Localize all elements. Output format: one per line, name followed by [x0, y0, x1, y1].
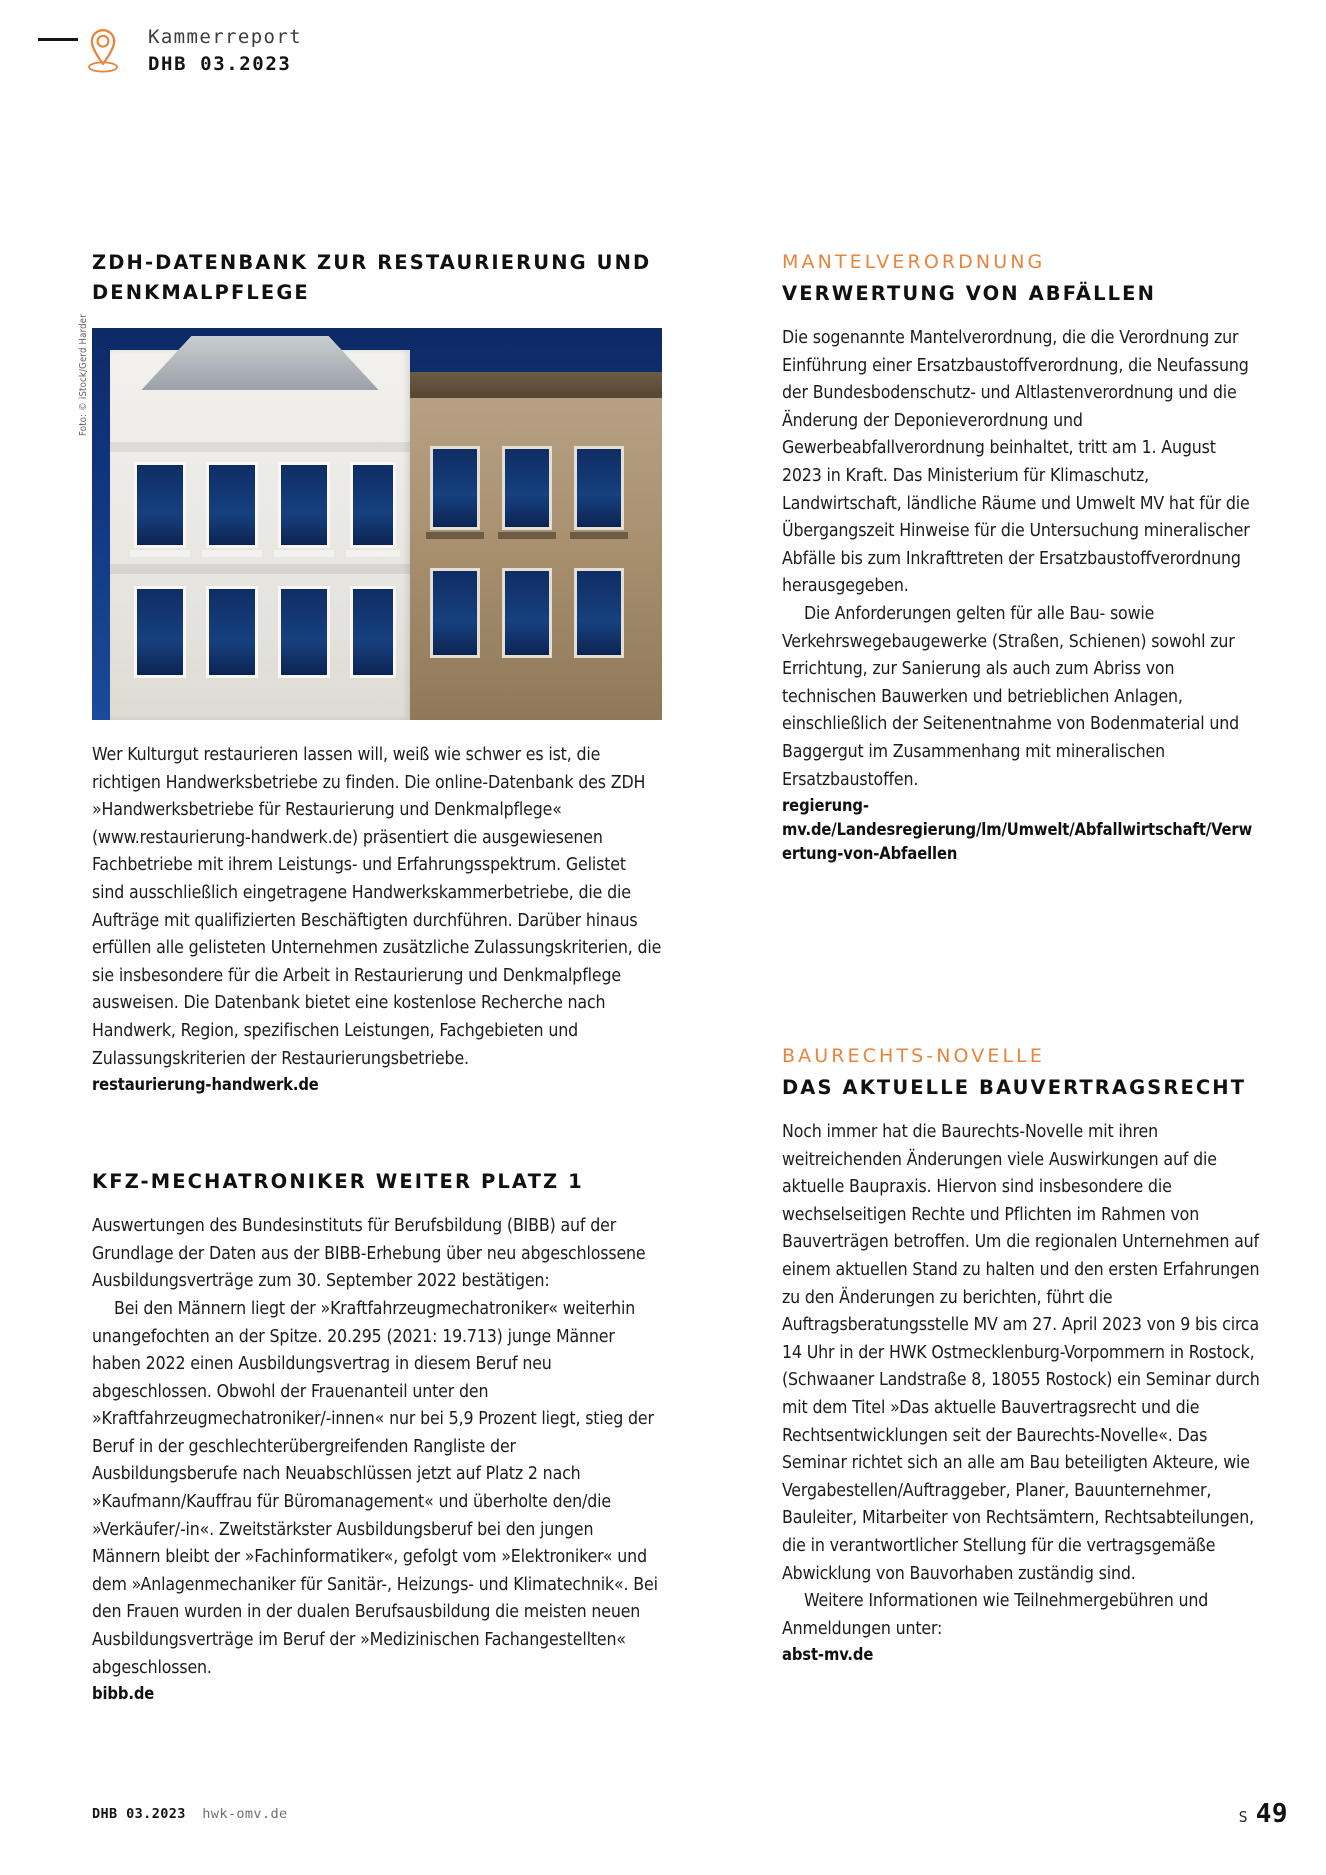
article-zdh-datenbank [78, 248, 662, 1097]
article-title: KFZ-MECHATRONIKER WEITER PLATZ 1 [92, 1170, 584, 1194]
page-number: 49 [1255, 1799, 1288, 1829]
article-bauvertragsrecht [782, 1042, 1260, 1667]
footer-right-group [1239, 1799, 1288, 1829]
article-title: VERWERTUNG VON ABFÄLLEN [782, 282, 1157, 305]
article-paragraph: Bei den Männern liegt der »Kraftfahrzeugmechatroniker« weiterhin unangefochten an der Spitze. 20.295 (2021: 19.713) junge Männer haben 2022 einen Ausbildungsvertrag in diesem Beruf neu abgeschlossen. Obwohl der Frauenanteil unter den »Kraftfahrzeugmechatroniker/-innen« nur bei 5,9 Prozent liegt, stieg der Beruf in der geschlechterübergreifenden Rangliste der Ausbildungsberufe nach Neuabschlüssen jetzt auf Platz 2 nach »Kaufmann/Kauffrau für Büromanagement« und überholte den/die »Verkäufer/-in«. Zweitstärkster Ausbildungsberuf bei den jungen Männern bleibt der »Fachinformatiker«, gefolgt vom »Elektroniker« und dem »Anlagenmechaniker für Sanitär-, Heizungs- und Klimatechnik«. Bei den Frauen wurden in der dualen Berufsausbildung die meisten neuen Ausbildungsverträge im Beruf der »Medizinischen Fachangestellten« abgeschlossen. [92, 1298, 658, 1678]
footer-left-group [92, 1805, 288, 1823]
article-weblink[interactable]: restaurierung-handwerk.de [92, 1075, 319, 1095]
article-kicker: MANTELVERORDNUNG [782, 251, 1046, 273]
unrestored-facade [410, 372, 662, 720]
left-column [78, 248, 662, 1706]
article-paragraph: Noch immer hat die Baurechts-Novelle mit ihren weitreichenden Änderungen viele Auswirkungen auf die aktuelle Baupraxis. Hiervon sind insbesondere die wechselseitigen Rechte und Pflichten im Rahmen von Bauverträgen betroffen. Um die regionalen Unternehmen auf einem aktuellen Stand zu halten und den ersten Erfahrungen zu den Änderungen zu berichten, führt die Auftragsberatungsstelle MV am 27. April 2023 von 9 bis circa 14 Uhr in der HWK Ostmecklenburg-Vorpommern in Rostock, (Schwaaner Landstraße 8, 18055 Rostock) ein Seminar durch mit dem Titel »Das aktuelle Bauvertragsrecht und die Rechtsentwicklungen seit der Baurechts-Novelle«. Das Seminar richtet sich an alle am Bau beteiligten Akteure, wie Vergabestellen/Auftraggeber, Planer, Bauunternehmer, Bauleiter, Mitarbeiter von Rechtsämtern, Rechtsabteilungen, die in verantwortlicher Stellung für die vertragsgemäße Abwicklung von Bauvorhaben zuständig sind. [782, 1122, 1260, 1584]
issue-label: DHB 03.2023 [148, 53, 292, 75]
article-paragraph: Die sogenannte Mantelverordnung, die die Verordnung zur Einführung einer Ersatzbaustoffverordnung, die Neufassung der Bundesbodenschutz- und Altlastenverordnung und die Änderung der Deponieverordnung und Gewerbeabfallverordnung beinhaltet, tritt am 1. August 2023 in Kraft. Das Ministerium für Klimaschutz, Landwirtschaft, ländliche Räume und Umwelt MV hat für die Übergangszeit Hinweise für die Untersuchung mineralischer Abfälle bis zum Inkrafttreten der Ersatzbaustoffverordnung herausgegeben. [782, 328, 1250, 597]
page-footer [0, 1799, 1326, 1831]
facade-cornice [410, 372, 662, 398]
article-weblink[interactable]: abst-mv.de [782, 1645, 874, 1665]
article-kicker: BAURECHTS-NOVELLE [782, 1045, 1045, 1068]
article-mantelverordnung [782, 248, 1260, 866]
page-prefix: S [1238, 1808, 1248, 1826]
article-photo-block [78, 314, 662, 720]
location-pin-icon [86, 26, 120, 74]
right-column [782, 248, 1260, 1667]
article-paragraph: Wer Kulturgut restaurieren lassen will, weiß wie schwer es ist, die richtigen Handwerksbetriebe zu finden. Die online-Datenbank des ZDH »Handwerksbetriebe für Restaurierung und Denkmalpflege« (www.restaurierung-handwerk.de) präsentiert die ausgewiesenen Fachbetriebe mit ihrem Leistungs- und Erfahrungsspektrum. Gelistet sind ausschließlich eingetragene Handwerkskammerbetriebe, die die Aufträge mit qualifizierten Beschäftigten durchführen. Darüber hinaus erfüllen alle gelisteten Unternehmen zusätzliche Zulassungskriterien, die sie insbesondere für die Arbeit in Restaurierung und Denkmalpflege ausweisen. Die Datenbank bietet eine kostenlose Recherche nach Handwerk, Region, spezifischen Leistungen, Fachgebieten und Zulassungskriterien der Restaurierungsbetriebe. [92, 745, 662, 1069]
article-paragraph: Weitere Informationen wie Teilnehmergebühren und Anmeldungen unter: [782, 1591, 1209, 1639]
article-weblink[interactable]: bibb.de [92, 1684, 155, 1704]
article-paragraph: Auswertungen des Bundesinstituts für Berufsbildung (BIBB) auf der Grundlage der Daten aus der BIBB-Erhebung über neu abgeschlossene Ausbildungsverträge zum 30. September 2022 bestätigen: [92, 1216, 646, 1292]
article-kfz-mechatroniker [92, 1167, 662, 1706]
masthead-text [148, 24, 302, 78]
building-facade-photo [92, 328, 662, 720]
footer-issue: DHB 03.2023 [92, 1806, 186, 1822]
publication-name: Kammerreport [148, 26, 303, 48]
footer-website[interactable]: hwk-omv.de [202, 1806, 288, 1822]
article-weblink[interactable]: regierung-mv.de/Landesregierung/lm/Umwelt/Abfallwirtschaft/Verwertung-von-Abfaellen [782, 796, 1253, 864]
article-title: DAS AKTUELLE BAUVERTRAGSRECHT [782, 1076, 1247, 1100]
article-paragraph: Die Anforderungen gelten für alle Bau- sowie Verkehrswegebaugewerke (Straßen, Schienen) sowohl zur Errichtung, zur Sanierung als auch zum Abriss von technischen Bauwerken und betrieblichen Anlagen, einschließlich der Seitenentnahme von Bodenmaterial und Baggergut im Zusammenhang mit mineralischen Ersatzbaustoffen. [782, 603, 1240, 790]
masthead [0, 24, 1326, 94]
article-title: ZDH-DATENBANK ZUR RESTAURIERUNG UND DENKMALPFLEGE [92, 251, 652, 304]
restored-facade [110, 350, 410, 720]
masthead-rule [38, 38, 78, 41]
photo-credit: Foto: © iStock/Gerd Harder [78, 314, 89, 436]
